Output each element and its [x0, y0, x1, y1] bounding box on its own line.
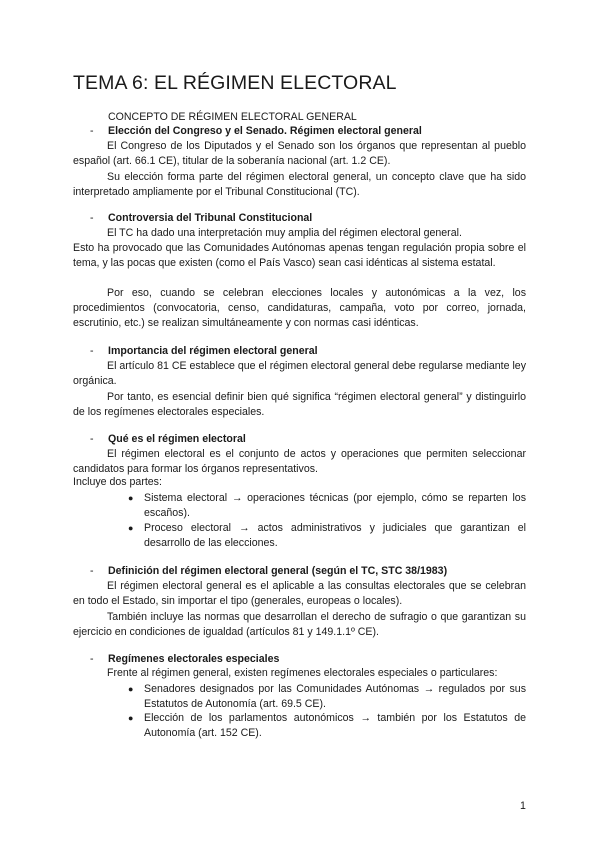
section-heading-controversia	[90, 212, 312, 224]
paragraph: El artículo 81 CE establece que el régimen electoral general debe regularse mediante ley orgánica.	[73, 360, 526, 388]
paragraph: Su elección forma parte del régimen electoral general, un concepto clave que ha sido interpretado ampliamente por el Tribunal Constitucional (TC).	[73, 171, 526, 199]
dash-marker: -	[90, 653, 94, 665]
page-title: TEMA 6: EL RÉGIMEN ELECTORAL	[73, 72, 397, 94]
paragraph: Esto ha provocado que las Comunidades Autónomas apenas tengan regulación propia sobre el tema, y las pocas que existen (como el País Vasco) sean casi idénticas al sistema estatal.	[73, 242, 526, 270]
dash-marker: -	[90, 345, 94, 357]
section-heading-text: Regímenes electorales especiales	[108, 653, 280, 665]
list-item	[128, 682, 526, 712]
bullet-icon: ●	[128, 493, 134, 503]
list-item-text: Proceso electoral → actos administrativos y judiciales que garantizan el desarrollo de las elecciones.	[144, 522, 526, 550]
paragraph: Frente al régimen general, existen regímenes electorales especiales o particulares:	[107, 667, 498, 679]
section-heading-text: Elección del Congreso y el Senado. Régimen electoral general	[108, 125, 422, 137]
section-heading-importancia	[90, 345, 318, 357]
paragraph: El régimen electoral es el conjunto de actos y operaciones que permiten seleccionar candidatos para formar los órganos representativos.	[73, 448, 526, 476]
paragraph: El régimen electoral general es el aplicable a las consultas electorales que se celebran en todo el Estado, sin importar el tipo (generales, europeas o locales).	[73, 580, 526, 608]
list-item-text: Sistema electoral → operaciones técnicas (por ejemplo, cómo se reparten los escaños).	[144, 492, 526, 520]
list-item	[128, 491, 526, 521]
dash-marker: -	[90, 125, 94, 137]
bullet-icon: ●	[128, 713, 134, 723]
paragraph: Por eso, cuando se celebran elecciones locales y autonómicas a la vez, los procedimientos (convocatoria, censo, candidaturas, campaña, voto por correo, jornada, escrutinio, etc.) se realizan simultáneamente y con normas casi idénticas.	[73, 287, 526, 330]
dash-marker: -	[90, 433, 94, 445]
section-heading-text: Importancia del régimen electoral general	[108, 345, 318, 357]
bullet-icon: ●	[128, 684, 134, 694]
section-heading-eleccion	[90, 125, 422, 137]
section-heading-text: Definición del régimen electoral general (según el TC, STC 38/1983)	[108, 565, 448, 577]
list-item	[128, 521, 526, 551]
dash-marker: -	[90, 212, 94, 224]
list-item	[128, 711, 526, 741]
section-heading-que-es	[90, 433, 246, 445]
bullet-icon: ●	[128, 523, 134, 533]
paragraph: También incluye las normas que desarrollan el derecho de sufragio o que garantizan su ejercicio en condiciones de igualdad (artículos 81 y 149.1.1º CE).	[73, 611, 526, 639]
paragraph: El TC ha dado una interpretación muy amplia del régimen electoral general.	[107, 227, 462, 239]
page-number: 1	[520, 800, 526, 812]
paragraph: Incluye dos partes:	[73, 476, 162, 488]
section-heading-definicion	[90, 565, 447, 577]
section-heading-especiales	[90, 653, 279, 665]
dash-marker: -	[90, 565, 94, 577]
paragraph: Por tanto, es esencial definir bien qué significa “régimen electoral general” y distinguirlo de los regímenes electorales especiales.	[73, 391, 526, 419]
concept-heading: CONCEPTO DE RÉGIMEN ELECTORAL GENERAL	[108, 111, 357, 123]
list-item-text: Elección de los parlamentos autonómicos → también por los Estatutos de Autonomía (art. 152 CE).	[144, 712, 526, 740]
list-item-text: Senadores designados por las Comunidades Autónomas → regulados por sus Estatutos de Autonomía (art. 69.5 CE).	[144, 683, 526, 711]
paragraph: El Congreso de los Diputados y el Senado son los órganos que representan al pueblo español (art. 66.1 CE), titular de la soberanía nacional (art. 1.2 CE).	[73, 140, 526, 168]
section-heading-text: Qué es el régimen electoral	[108, 433, 246, 445]
section-heading-text: Controversia del Tribunal Constitucional	[108, 212, 313, 224]
